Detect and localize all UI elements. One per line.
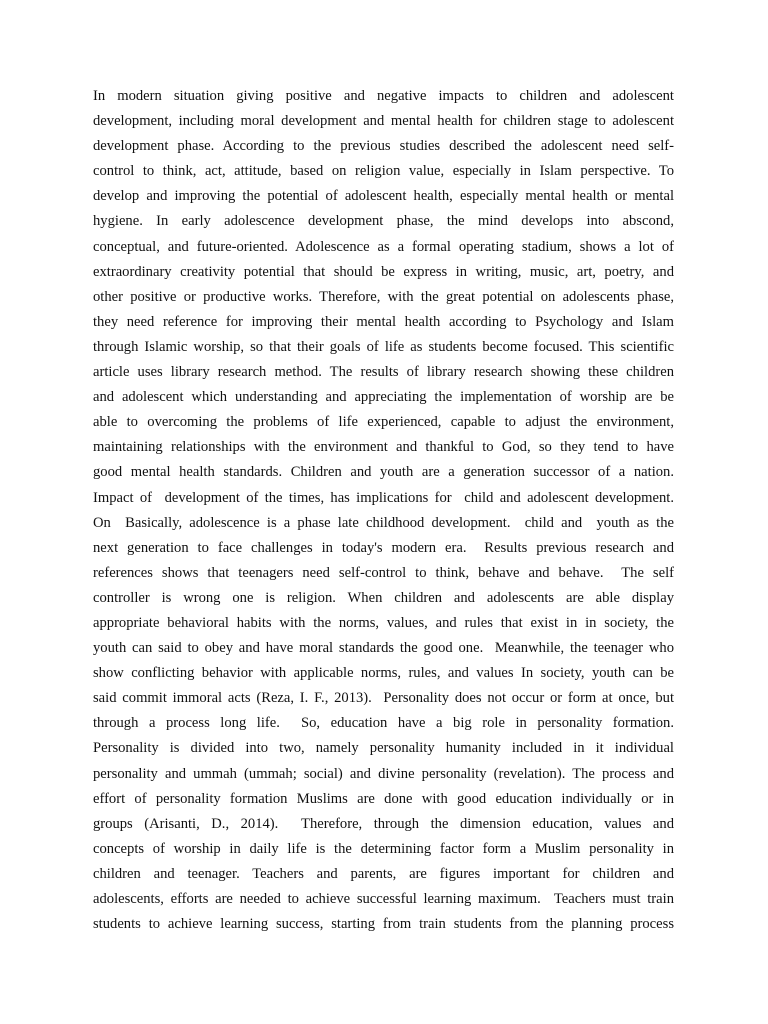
text-line: In modern situation giving positive and negative impacts to children and adolescent xyxy=(93,88,674,104)
text-line: groups (Arisanti, D., 2014). Therefore, through the dimension education, values and xyxy=(93,815,674,832)
text-line: good mental health standards. Children and youth are a generation successor of a nation. xyxy=(93,464,674,481)
text-line: develop and improving the potential of adolescent health, especially mental health or mental xyxy=(93,188,674,205)
text-line: controller is wrong one is religion. When children and adolescents are able display xyxy=(93,589,674,606)
text-line: said commit immoral acts (Reza, I. F., 2013). Personality does not occur or form at once, but xyxy=(93,690,674,707)
text-line: able to overcoming the problems of life experienced, capable to adjust the environment, xyxy=(93,414,674,431)
text-line: article uses library research method. The results of library research showing these children xyxy=(93,364,674,381)
text-line: personality and ummah (ummah; social) and divine personality (revelation). The process and xyxy=(93,765,674,782)
text-line: and adolescent which understanding and appreciating the implementation of worship are be xyxy=(93,389,674,406)
text-line: Personality is divided into two, namely personality humanity included in it individual xyxy=(93,740,674,757)
text-line: students to achieve learning success, starting from train students from the planning process xyxy=(93,916,674,933)
text-line: children and teenager. Teachers and parents, are figures important for children and xyxy=(93,865,674,882)
text-line: Impact of development of the times, has implications for child and adolescent development. xyxy=(93,489,674,506)
text-line: youth can said to obey and have moral standards the good one. Meanwhile, the teenager who xyxy=(93,640,674,657)
text-line: next generation to face challenges in today's modern era. Results previous research and xyxy=(93,539,674,556)
text-line: they need reference for improving their mental health according to Psychology and Islam xyxy=(93,313,674,330)
text-line: effort of personality formation Muslims are done with good education individually or in xyxy=(93,790,674,807)
text-line: maintaining relationships with the environment and thankful to God, so they tend to have xyxy=(93,439,674,456)
text-line: appropriate behavioral habits with the norms, values, and rules that exist in in society, the xyxy=(93,614,674,631)
text-line: hygiene. In early adolescence development phase, the mind develops into abscond, xyxy=(93,213,674,230)
text-line: On Basically, adolescence is a phase late childhood development. child and youth as the xyxy=(93,514,674,531)
text-line: through a process long life. So, education have a big role in personality formation. xyxy=(93,715,674,732)
text-line: control to think, act, attitude, based on religion value, especially in Islam perspective. To xyxy=(93,163,674,180)
body-paragraph xyxy=(93,84,674,937)
text-line: references shows that teenagers need self-control to think, behave and behave. The self xyxy=(93,564,674,581)
text-line: extraordinary creativity potential that should be express in writing, music, art, poetry, and xyxy=(93,263,674,280)
text-line: concepts of worship in daily life is the determining factor form a Muslim personality in xyxy=(93,840,674,857)
text-line: adolescents, efforts are needed to achieve successful learning maximum. Teachers must train xyxy=(93,891,674,907)
text-line: through Islamic worship, so that their goals of life as students become focused. This scientific xyxy=(93,338,674,355)
text-line: development, including moral development and mental health for children stage to adolescent xyxy=(93,113,674,130)
text-line: show conflicting behavior with applicable norms, rules, and values In society, youth can be xyxy=(93,665,674,682)
text-line: conceptual, and future-oriented. Adolescence as a formal operating stadium, shows a lot of xyxy=(93,238,674,255)
text-line: development phase. According to the previous studies described the adolescent need self- xyxy=(93,138,674,155)
text-line: other positive or productive works. Therefore, with the great potential on adolescents phase, xyxy=(93,288,674,305)
